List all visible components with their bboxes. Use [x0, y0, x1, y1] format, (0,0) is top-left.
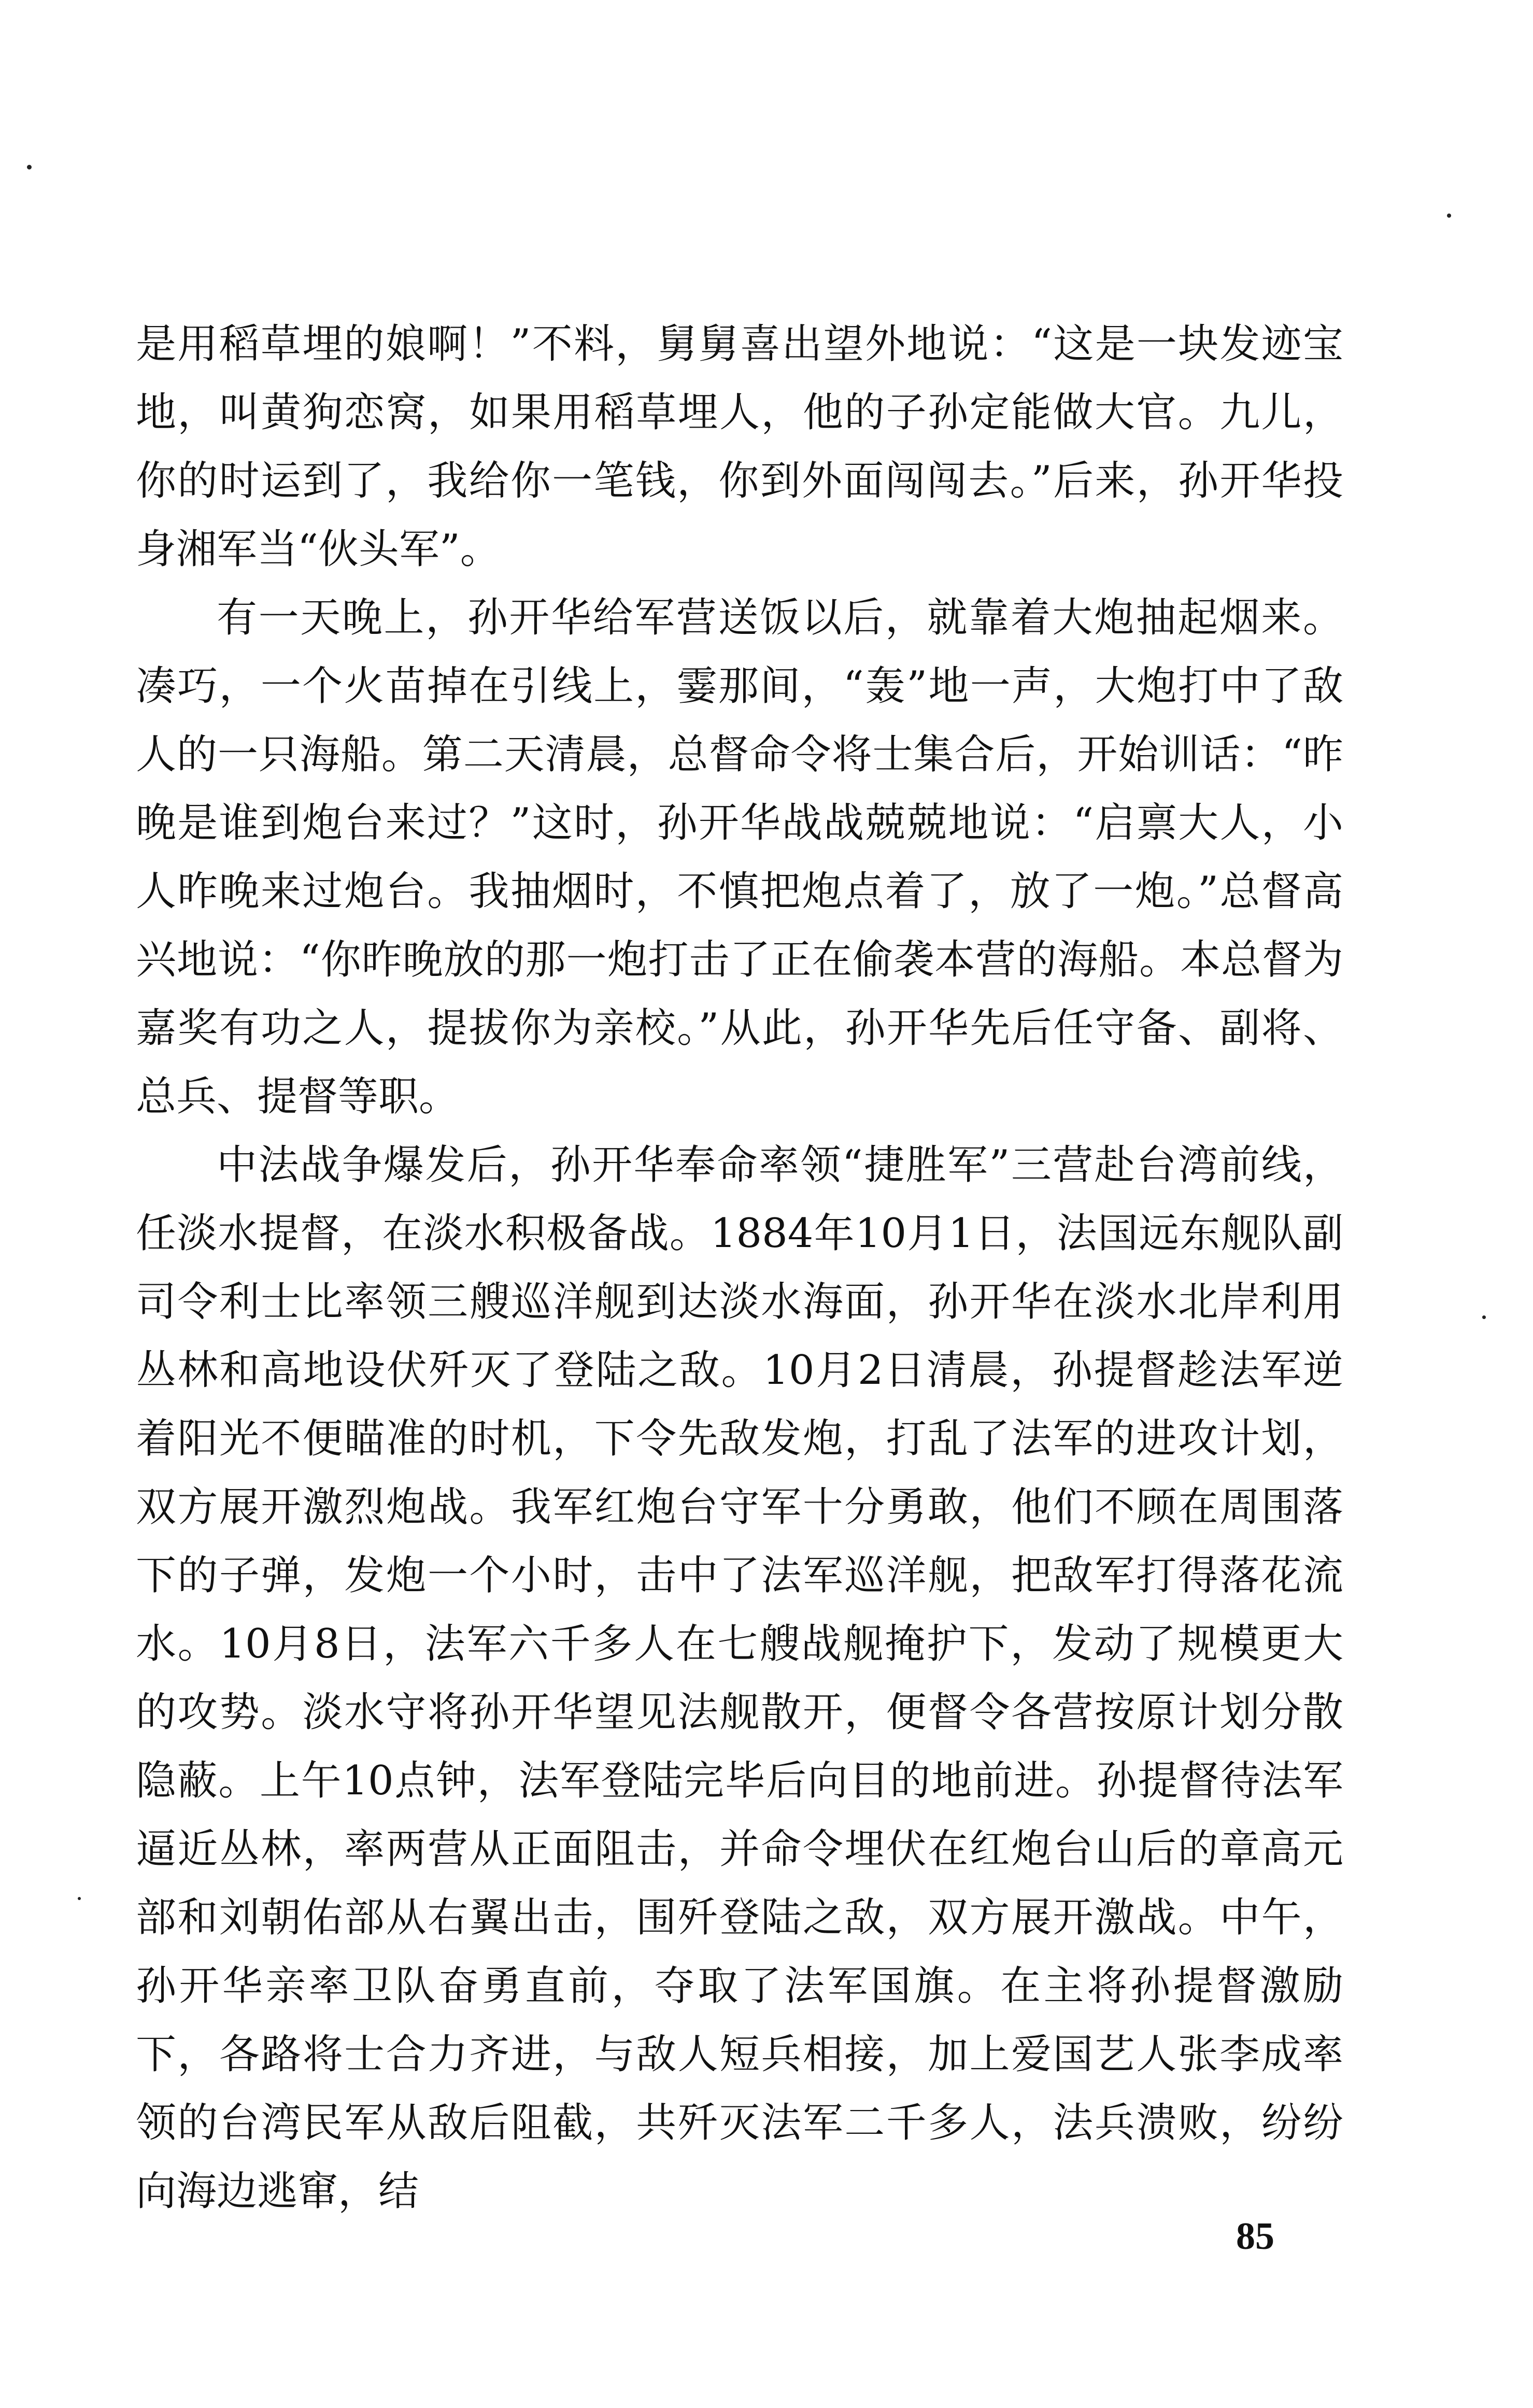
page-number: 85 [1236, 2215, 1274, 2258]
paragraph: 有一天晚上，孙开华给军营送饭以后，就靠着大炮抽起烟来。凑巧，一个火苗掉在引线上，霎那间，“轰”地一声，大炮打中了敌人的一只海船。第二天清晨，总督命令将士集合后，开始训话：“昨晚是谁到炮台来过？”这时，孙开华战战兢兢地说：“启禀大人，小人昨晚来过炮台。我抽烟时，不慎把炮点着了，放了一炮。”总督高兴地说：“你昨晚放的那一炮打击了正在偷袭本营的海船。本总督为嘉奖有功之人，提拔你为亲校。”从此，孙开华先后任守备、副将、总兵、提督等职。 [136, 594, 1343, 1120]
body-text [136, 310, 1343, 2226]
scan-speck [1447, 214, 1451, 218]
paragraph: 中法战争爆发后，孙开华奉命率领“捷胜军”三营赴台湾前线，任淡水提督，在淡水积极备战。1884年10月1日，法国远东舰队副司令利士比率领三艘巡洋舰到达淡水海面，孙开华在淡水北岸利用丛林和高地设伏歼灭了登陆之敌。10月2日清晨，孙提督趁法军逆着阳光不便瞄准的时机，下令先敌发炮，打乱了法军的进攻计划，双方展开激烈炮战。我军红炮台守军十分勇敢，他们不顾在周围落下的子弹，发炮一个小时，击中了法军巡洋舰，把敌军打得落花流水。10月8日，法军六千多人在七艘战舰掩护下，发动了规模更大的攻势。淡水守将孙开华望见法舰散开，便督令各营按原计划分散隐蔽。上午10点钟，法军登陆完毕后向目的地前进。孙提督待法军逼近丛林，率两营从正面阻击，并命令埋伏在红炮台山后的章高元部和刘朝佑部从右翼出击，围歼登陆之敌，双方展开激战。中午，孙开华亲率卫队奋勇直前，夺取了法军国旗。在主将孙提督激励下，各路将士合力齐进，与敌人短兵相接，加上爱国艺人张李成率领的台湾民军从敌后阻截，共歼灭法军二千多人，法兵溃败，纷纷向海边逃窜，结 [136, 1142, 1343, 2215]
scan-speck [27, 165, 32, 169]
paragraph: 是用稻草埋的娘啊！”不料，舅舅喜出望外地说：“这是一块发迹宝地，叫黄狗恋窝，如果用稻草埋人，他的子孙定能做大官。九儿，你的时运到了，我给你一笔钱，你到外面闯闯去。”后来，孙开华投身湘军当“伙头军”。 [136, 321, 1343, 573]
scan-speck [1482, 1315, 1486, 1319]
scan-speck [78, 1897, 81, 1900]
